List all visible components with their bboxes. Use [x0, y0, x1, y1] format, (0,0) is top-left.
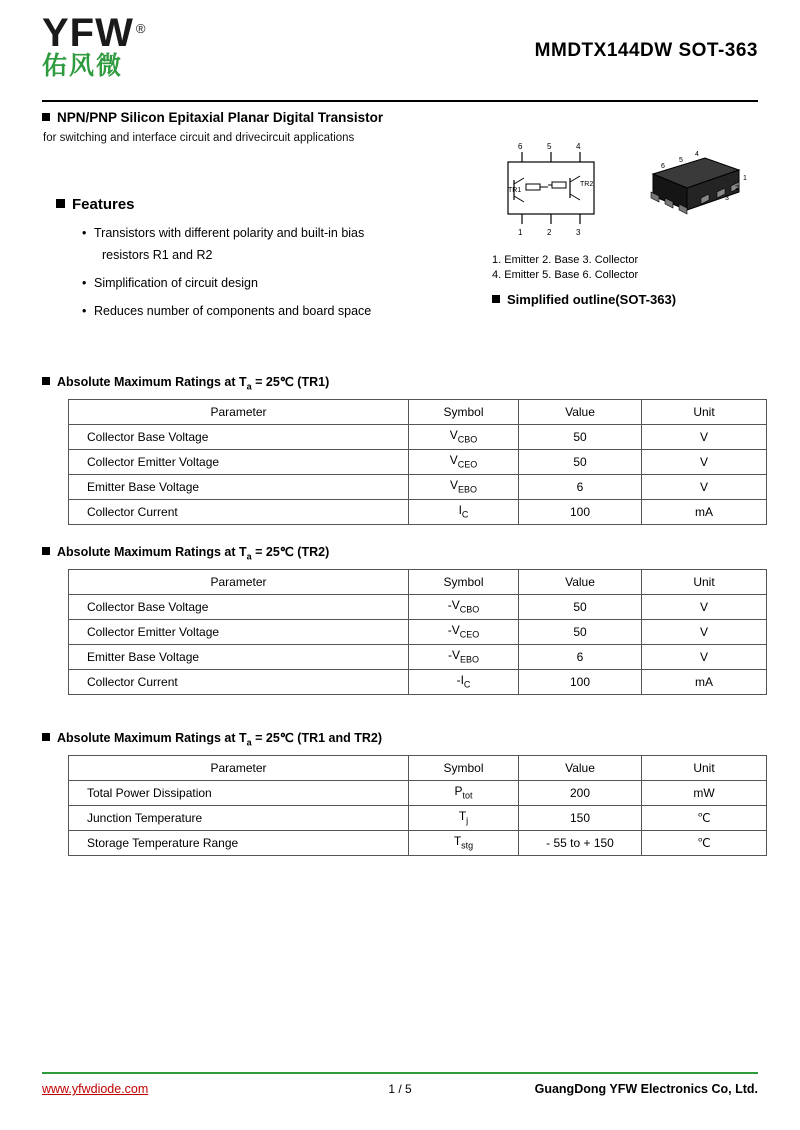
svg-text:5: 5	[679, 157, 683, 164]
ratings-heading-prefix: Absolute Maximum Ratings at T	[57, 545, 247, 559]
column-header-value: Value	[519, 569, 642, 594]
svg-text:4: 4	[695, 151, 699, 158]
symbol-main: V	[451, 648, 460, 663]
cell-parameter: Storage Temperature Range	[69, 830, 409, 855]
logo-registered-icon: ®	[135, 21, 147, 36]
ratings-section-tr1	[42, 374, 758, 525]
ratings-heading-prefix: Absolute Maximum Ratings at T	[57, 375, 247, 389]
bullet-square-icon	[42, 547, 50, 555]
cell-symbol	[409, 644, 519, 669]
features-heading-text: Features	[72, 196, 135, 213]
column-header-symbol: Symbol	[409, 755, 519, 780]
list-item	[82, 303, 476, 320]
cell-parameter: Emitter Base Voltage	[69, 474, 409, 499]
list-item	[82, 225, 476, 264]
cell-parameter: Junction Temperature	[69, 805, 409, 830]
ratings-table-both	[68, 755, 767, 856]
symbol-main: V	[451, 623, 460, 638]
cell-symbol	[409, 619, 519, 644]
column-header-parameter: Parameter	[69, 569, 409, 594]
cell-parameter: Total Power Dissipation	[69, 780, 409, 805]
pin-legend	[492, 253, 760, 283]
table-row	[69, 805, 767, 830]
table-row	[69, 669, 767, 694]
company-logo	[42, 12, 272, 80]
cell-unit: mW	[642, 780, 767, 805]
cell-value: 6	[519, 474, 642, 499]
cell-value: 200	[519, 780, 642, 805]
internal-schematic-diagram	[490, 140, 620, 240]
cell-value: 50	[519, 594, 642, 619]
cell-parameter: Collector Current	[69, 499, 409, 524]
cell-symbol	[409, 805, 519, 830]
cell-unit: V	[642, 449, 767, 474]
list-item	[82, 275, 476, 292]
column-header-value: Value	[519, 755, 642, 780]
column-header-unit: Unit	[642, 569, 767, 594]
page-number: 1 / 5	[388, 1082, 412, 1096]
svg-text:6: 6	[661, 163, 665, 170]
cell-value: 50	[519, 424, 642, 449]
ratings-section-both	[42, 730, 758, 856]
ratings-heading-suffix: = 25℃ (TR2)	[251, 545, 330, 559]
ratings-heading-tr1	[42, 374, 758, 392]
cell-unit: V	[642, 619, 767, 644]
ratings-heading-prefix: Absolute Maximum Ratings at T	[57, 731, 247, 745]
column-header-symbol: Symbol	[409, 399, 519, 424]
ratings-heading-tr2	[42, 544, 758, 562]
package-3d-outline-icon	[635, 144, 755, 244]
symbol-subscript: EBO	[460, 654, 480, 665]
column-header-parameter: Parameter	[69, 755, 409, 780]
cell-parameter: Collector Emitter Voltage	[69, 619, 409, 644]
symbol-prefix: -	[447, 598, 452, 613]
table-row	[69, 644, 767, 669]
table-header-row	[69, 755, 767, 780]
package-graphics-row	[470, 140, 760, 245]
cell-symbol	[409, 830, 519, 855]
svg-text:TR1: TR1	[508, 187, 522, 194]
bullet-square-icon	[42, 113, 50, 121]
cell-value: 50	[519, 619, 642, 644]
symbol-subscript: C	[463, 679, 471, 690]
symbol-main: P	[454, 784, 463, 799]
part-number-title: MMDTX144DW SOT-363	[534, 40, 758, 61]
cell-unit: V	[642, 594, 767, 619]
column-header-unit: Unit	[642, 399, 767, 424]
ratings-heading-suffix: = 25℃ (TR1)	[251, 375, 330, 389]
ratings-heading-sub: a	[246, 551, 252, 562]
cell-unit: ℃	[642, 830, 767, 855]
feature-text-continued: resistors R1 and R2	[102, 248, 213, 262]
cell-symbol	[409, 424, 519, 449]
symbol-subscript: j	[466, 815, 469, 826]
feature-text: Reduces number of components and board space	[94, 304, 372, 318]
table-header-row	[69, 399, 767, 424]
column-header-unit: Unit	[642, 755, 767, 780]
cell-parameter: Collector Current	[69, 669, 409, 694]
pin-legend-line-2: 4. Emitter 5. Base 6. Collector	[492, 269, 639, 281]
features-heading	[56, 196, 476, 213]
table-row	[69, 594, 767, 619]
cell-value: 6	[519, 644, 642, 669]
table-row	[69, 474, 767, 499]
feature-text: Transistors with different polarity and built-in bias	[94, 226, 365, 240]
svg-text:1: 1	[518, 228, 523, 237]
table-row	[69, 830, 767, 855]
symbol-main: T	[453, 834, 462, 849]
page-footer	[42, 1082, 758, 1102]
ratings-heading-both	[42, 730, 758, 748]
footer-divider	[42, 1072, 758, 1074]
bullet-square-icon	[56, 199, 65, 208]
cell-parameter: Collector Base Voltage	[69, 424, 409, 449]
logo-chinese-name: 佑风微	[42, 51, 124, 80]
bullet-square-icon	[42, 733, 50, 741]
cell-unit: mA	[642, 669, 767, 694]
symbol-main: V	[451, 598, 460, 613]
symbol-prefix: -	[447, 648, 452, 663]
column-header-value: Value	[519, 399, 642, 424]
cell-value: 50	[519, 449, 642, 474]
cell-symbol	[409, 594, 519, 619]
ratings-heading-suffix: = 25℃ (TR1 and TR2)	[251, 731, 383, 745]
website-link[interactable]: www.yfwdiode.com	[42, 1082, 149, 1096]
outline-heading-text: Simplified outline(SOT-363)	[507, 292, 677, 307]
symbol-main: V	[449, 478, 458, 493]
bullet-square-icon	[42, 377, 50, 385]
cell-parameter: Collector Emitter Voltage	[69, 449, 409, 474]
cell-parameter: Emitter Base Voltage	[69, 644, 409, 669]
header-divider	[42, 100, 758, 102]
svg-text:4: 4	[576, 142, 581, 151]
cell-unit: ℃	[642, 805, 767, 830]
symbol-subscript: CBO	[457, 434, 478, 445]
cell-unit: V	[642, 474, 767, 499]
symbol-main: T	[458, 809, 467, 824]
table-row	[69, 424, 767, 449]
svg-text:1: 1	[743, 175, 747, 182]
logo-text-yf: YFW	[42, 11, 134, 55]
cell-symbol	[409, 780, 519, 805]
svg-text:2: 2	[547, 228, 552, 237]
symbol-subscript: C	[461, 509, 469, 520]
symbol-subscript: CBO	[459, 604, 480, 615]
package-graphics-section	[470, 140, 760, 307]
symbol-subscript: tot	[462, 790, 473, 801]
table-row	[69, 499, 767, 524]
svg-text:3: 3	[725, 195, 729, 202]
table-row	[69, 449, 767, 474]
symbol-main: V	[449, 428, 458, 443]
document-subtitle: for switching and interface circuit and drivecircuit applications	[43, 132, 355, 144]
column-header-parameter: Parameter	[69, 399, 409, 424]
table-row	[69, 780, 767, 805]
document-title-text: NPN/PNP Silicon Epitaxial Planar Digital Transistor	[57, 110, 384, 125]
ratings-table-tr2	[68, 569, 767, 695]
svg-text:3: 3	[576, 228, 581, 237]
svg-text:6: 6	[518, 142, 523, 151]
bullet-square-icon	[492, 295, 500, 303]
cell-unit: V	[642, 644, 767, 669]
cell-value: - 55 to + 150	[519, 830, 642, 855]
symbol-subscript: CEO	[457, 459, 478, 470]
ratings-heading-sub: a	[246, 381, 252, 392]
cell-symbol	[409, 449, 519, 474]
cell-unit: mA	[642, 499, 767, 524]
table-header-row	[69, 569, 767, 594]
symbol-subscript: CEO	[459, 629, 480, 640]
symbol-main: V	[449, 453, 458, 468]
ratings-table-tr1	[68, 399, 767, 525]
symbol-main: I	[460, 673, 464, 688]
svg-text:5: 5	[547, 142, 552, 151]
pin-legend-line-1: 1. Emitter 2. Base 3. Collector	[492, 254, 639, 266]
column-header-symbol: Symbol	[409, 569, 519, 594]
cell-unit: V	[642, 424, 767, 449]
symbol-prefix: -	[447, 623, 452, 638]
cell-parameter: Collector Base Voltage	[69, 594, 409, 619]
ratings-heading-sub: a	[246, 737, 252, 748]
cell-symbol	[409, 499, 519, 524]
intro-block	[42, 110, 472, 144]
table-row	[69, 619, 767, 644]
symbol-subscript: EBO	[458, 484, 478, 495]
document-title	[42, 110, 472, 125]
feature-text: Simplification of circuit design	[94, 276, 258, 290]
ratings-section-tr2	[42, 544, 758, 695]
logo-wordmark	[42, 11, 147, 55]
cell-value: 100	[519, 499, 642, 524]
outline-heading	[492, 292, 760, 307]
features-list	[82, 225, 476, 320]
cell-symbol	[409, 474, 519, 499]
symbol-prefix: -	[456, 673, 461, 688]
svg-text:TR2: TR2	[580, 181, 594, 188]
symbol-subscript: stg	[461, 840, 474, 851]
cell-value: 100	[519, 669, 642, 694]
cell-value: 150	[519, 805, 642, 830]
cell-symbol	[409, 669, 519, 694]
features-section	[56, 196, 476, 331]
company-name: GuangDong YFW Electronics Co, Ltd.	[534, 1082, 758, 1096]
symbol-main: I	[458, 503, 462, 518]
svg-text:2: 2	[735, 185, 739, 192]
page-header	[0, 0, 800, 78]
